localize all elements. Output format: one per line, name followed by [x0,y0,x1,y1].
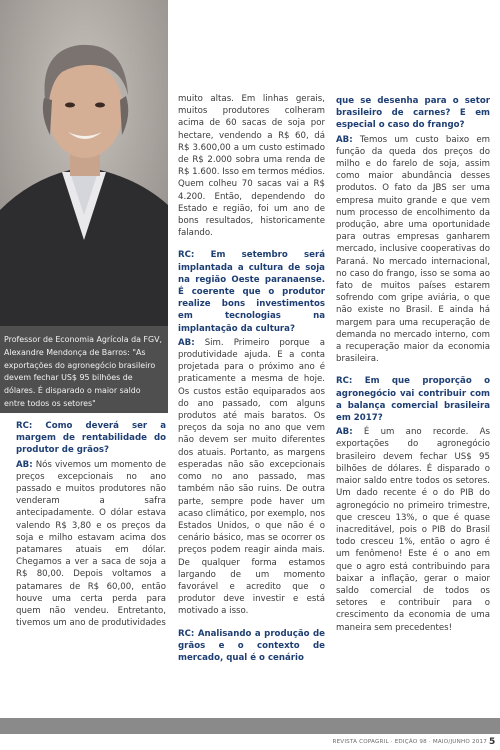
question-3-continued: que se desenha para o setor brasileiro de carnes? E em especial o caso do frango? [336,96,490,131]
answer-3-text: Temos um custo baixo em função da queda dos preços do milho e do farelo de soja, assim como maior abundância desses produtos. O fato da JBS ser uma empresa muito grande e que vem num processo de encolhimento da produção, abre uma oportunidade para outras empresas ganharem mercado, inclusive cooperativas do Paraná. No mercado internacional, no caso do frango, isso se soma ao fato de muitos países estarem sofrendo com gripe aviária, o que não existe no Brasil. E ainda há margem para uma recuperação de demanda no mercado interno, com a recuperação maior da economia brasileira. [336,134,490,365]
answer-lead: AB: [336,134,353,145]
question-2: RC: Em setembro será implantada a cultura de soja na região Oeste paranaense. É coerente que o produtor realize bons investimentos em tecnologias na implantação da cultura? [178,250,325,334]
question-4: RC: Em que proporção o agronegócio vai contribuir com a balança comercial brasileira em 2017? [336,376,490,424]
answer-lead: AB: [336,427,353,438]
page-number: 5 [489,737,496,747]
answer-1 [16,459,166,630]
caption-text: Professor de Economia Agrícola da FGV, Alexandre Mendonça de Barros: "As exportações do agronegócio brasileiro devem fechar US$ 95 bilhões de dólares. É disparado o maior saldo entre todos os setores" [4,335,162,408]
answer-4 [336,426,490,633]
answer-2-text: Sim. Primeiro porque a produtividade ajuda. E a conta projetada para o próximo ano é praticamente a mesma de hoje. Os custos estão equiparados aos do ano passado, com alguns produtos até mais baratos. Os preços da soja no ano que vem não devem ser muito diferentes dos atuais. Portanto, as margens esperadas não são excepcionais como no ano passado, mas também não são ruins. De outra parte, sempre pode haver um acaso climático, por exemplo, nos Estados Unidos, o que não é o cenário básico, mas se ocorrer os preços podem reagir ainda mais. De qualquer forma estamos largando de um momento favorável e acredito que o produtor deve investir e está motivado a isso. [178,337,326,617]
question-3: RC: Analisando a produção de grãos e o contexto de mercado, qual é o cenário [178,628,325,663]
footer-bar [0,718,500,734]
answer-3 [336,134,490,366]
text-column-2 [178,93,325,664]
question-1: RC: Como deverá ser a margem de rentabilidade do produtor de grãos? [16,421,166,456]
answer-1-continued: muito altas. Em linhas gerais, muitos produtores colheram acima de 60 sacas de soja por hectare, vendendo a R$ 60, dá R$ 3.600,00 a um custo estimado de R$ 2.000 sobra uma renda de R$ 1.600. Isso em termos médios. Quem colheu 70 sacas vai a R$ 4.200. Então, dependendo do Estado e região, foi um ano de bons resultados, historicamente falando. [178,94,325,239]
answer-lead: AB: [178,337,195,348]
photo-caption [0,326,168,413]
footer-publication: REVISTA COPAGRIL · EDIÇÃO 98 · MAIO/JUNHO 2017 [332,739,487,745]
portrait-illustration [0,0,168,326]
text-column-1 [16,420,166,629]
interviewee-photo [0,0,168,326]
answer-2 [178,337,325,618]
answer-1-text: Nós vivemos um momento de preços excepcionais no ano passado e muitos produtores não venderam a safra antecipadamente. O dólar estava valendo R$ 3,80 e os preços da soja e milho estavam acima dos patamares atuais em dólar. Chegamos a ver a saca de soja a R$ 80,00. Depois voltamos a patamares de R$ 60,00, então houve uma certa perda para quem não vendeu. Entretanto, tivemos um ano de produtividades [16,459,167,629]
answer-4-text: É um ano recorde. As exportações do agronegócio brasileiro devem fechar US$ 95 bilhões de dólares. É disparado o maior saldo entre todos os setores. Um dado recente é o do PIB do agronegócio no primeiro trimestre, que cresceu 13%, o que é quase inacreditável, pois o PIB do Brasil todo cresceu 1%, então o agro é um fenômeno! Este é o ano em que o agro está contribuindo para baixar a inflação, gerar o maior saldo comercial de todos os setores e contribuir para o crescimento da economia de uma maneira sem precedentes! [336,427,490,633]
text-column-3 [336,95,490,634]
answer-lead: AB: [16,459,33,470]
